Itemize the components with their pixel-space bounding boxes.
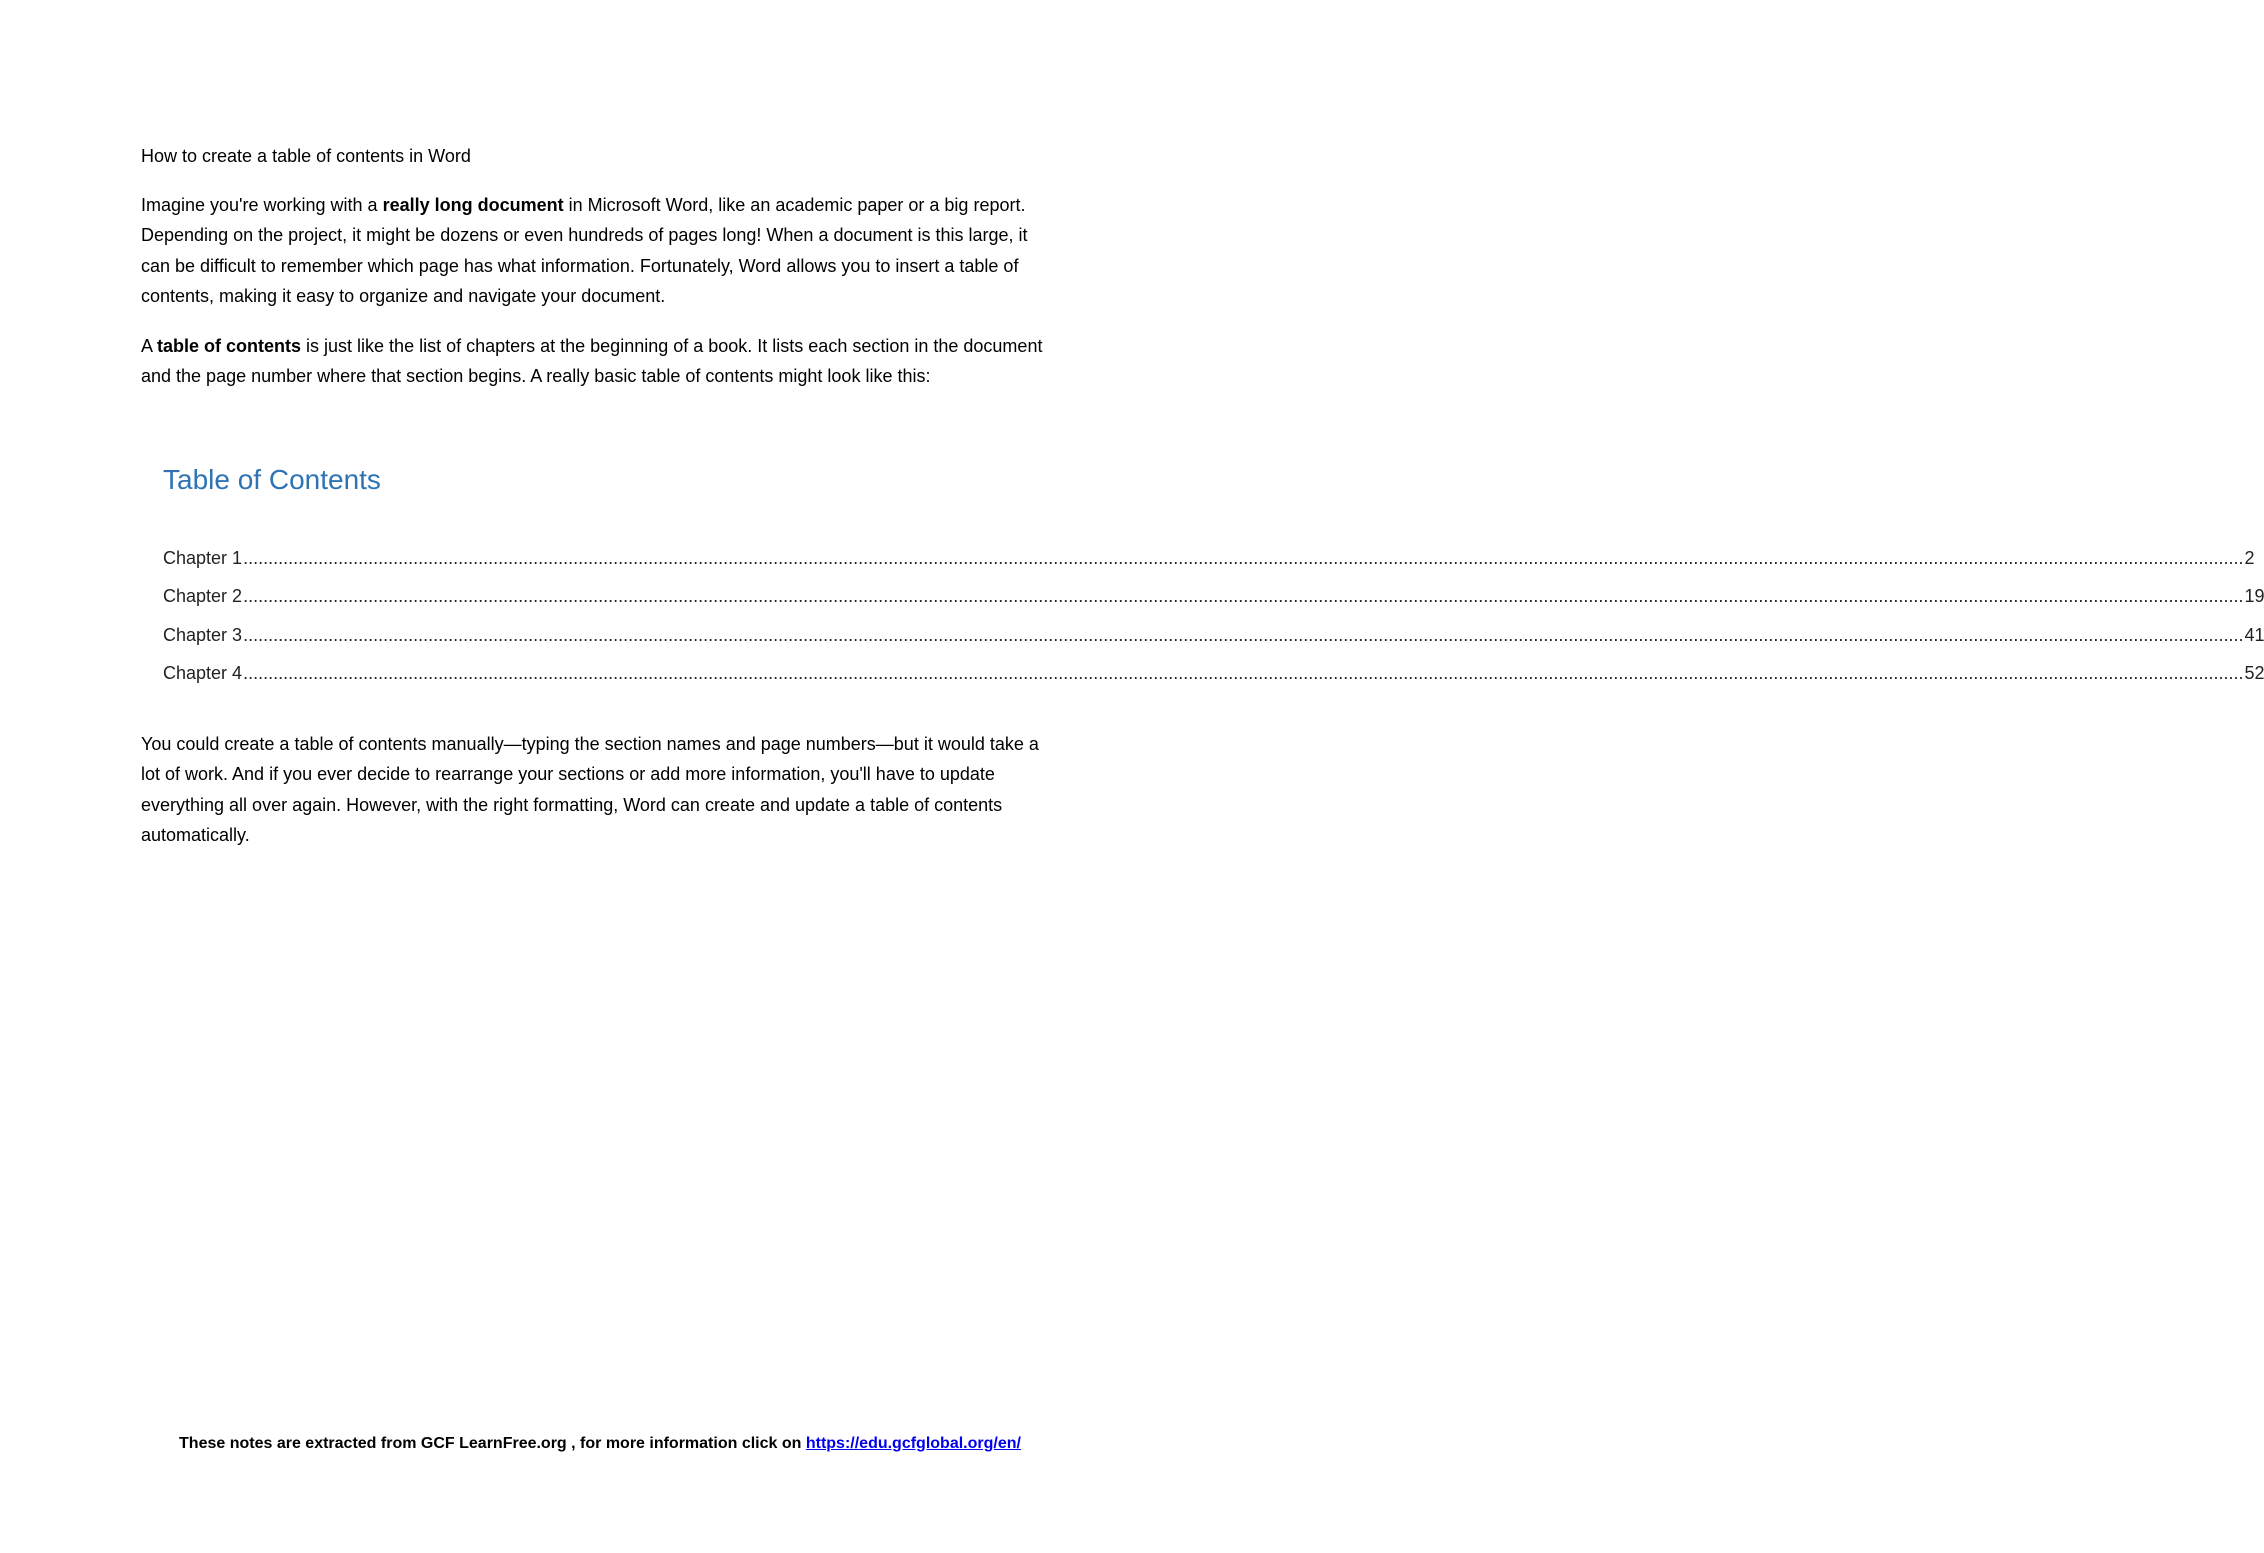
toc-entry-label: Chapter 4 [163,662,243,683]
toc-description-paragraph [141,331,1061,392]
toc-entry[interactable] [163,541,2255,579]
toc-entry-page: 2 [2244,548,2255,568]
intro-text-start: Imagine you're working with a [141,195,383,215]
intro-bold-phrase: really long document [382,195,564,215]
toc-entry-label: Chapter 3 [163,624,243,645]
toc-heading: Table of Contents [163,464,381,495]
toc-entry-label: Chapter 2 [163,586,243,607]
toc-entry-page: 41 [2244,624,2264,645]
toc-entry-page: 52 [2244,662,2264,683]
toc-dot-leader: ................................................................................................................................................................................................................................................................................................................................................................................................................ [243,624,2244,645]
intro-paragraph [141,190,1061,311]
footer-text: These notes are extracted from GCF LearnFree.org , for more information click on [179,1435,806,1452]
document-title: How to create a table of contents in Word [141,146,471,166]
toc-dot-leader: ................................................................................................................................................................................................................................................................................................................................................................................................................ [243,586,2244,607]
toc-desc-text-end: is just like the list of chapters at the beginning of a book. It lists each section in the document and the page number where that section begins. A really basic table of contents might look like this: [141,336,1043,387]
footer-note [0,1432,1200,1456]
toc-desc-bold-phrase: table of contents [157,336,302,356]
toc-list [163,541,2264,694]
closing-paragraph: You could create a table of contents manually—typing the section names and page numbers—but it would take a lot of work. And if you ever decide to rearrange your sections or add more information, you'll have to update everything all over again. However, with the right formatting, Word can create and update a table of contents automatically. [141,734,1039,845]
intro-text-end: in Microsoft Word, like an academic paper or a big report. Depending on the project, it might be dozens or even hundreds of pages long! When a document is this large, it can be difficult to remember which page has what information. Fortunately, Word allows you to insert a table of contents, making it easy to organize and navigate your document. [141,195,1028,306]
toc-entry[interactable] [163,656,2264,694]
toc-entry-page: 19 [2244,586,2264,607]
footer-link[interactable]: https://edu.gcfglobal.org/en/ [805,1435,1021,1452]
toc-entry-label: Chapter 1 [163,548,243,568]
toc-entry[interactable] [163,579,2264,617]
toc-entry[interactable] [163,618,2264,656]
toc-dot-leader: ................................................................................................................................................................................................................................................................................................................................................................................................................ [243,662,2244,683]
toc-desc-text-start: A [141,336,158,356]
toc-dot-leader: ................................................................................................................................................................................................................................................................................................................................................................................................................ [243,548,2244,568]
